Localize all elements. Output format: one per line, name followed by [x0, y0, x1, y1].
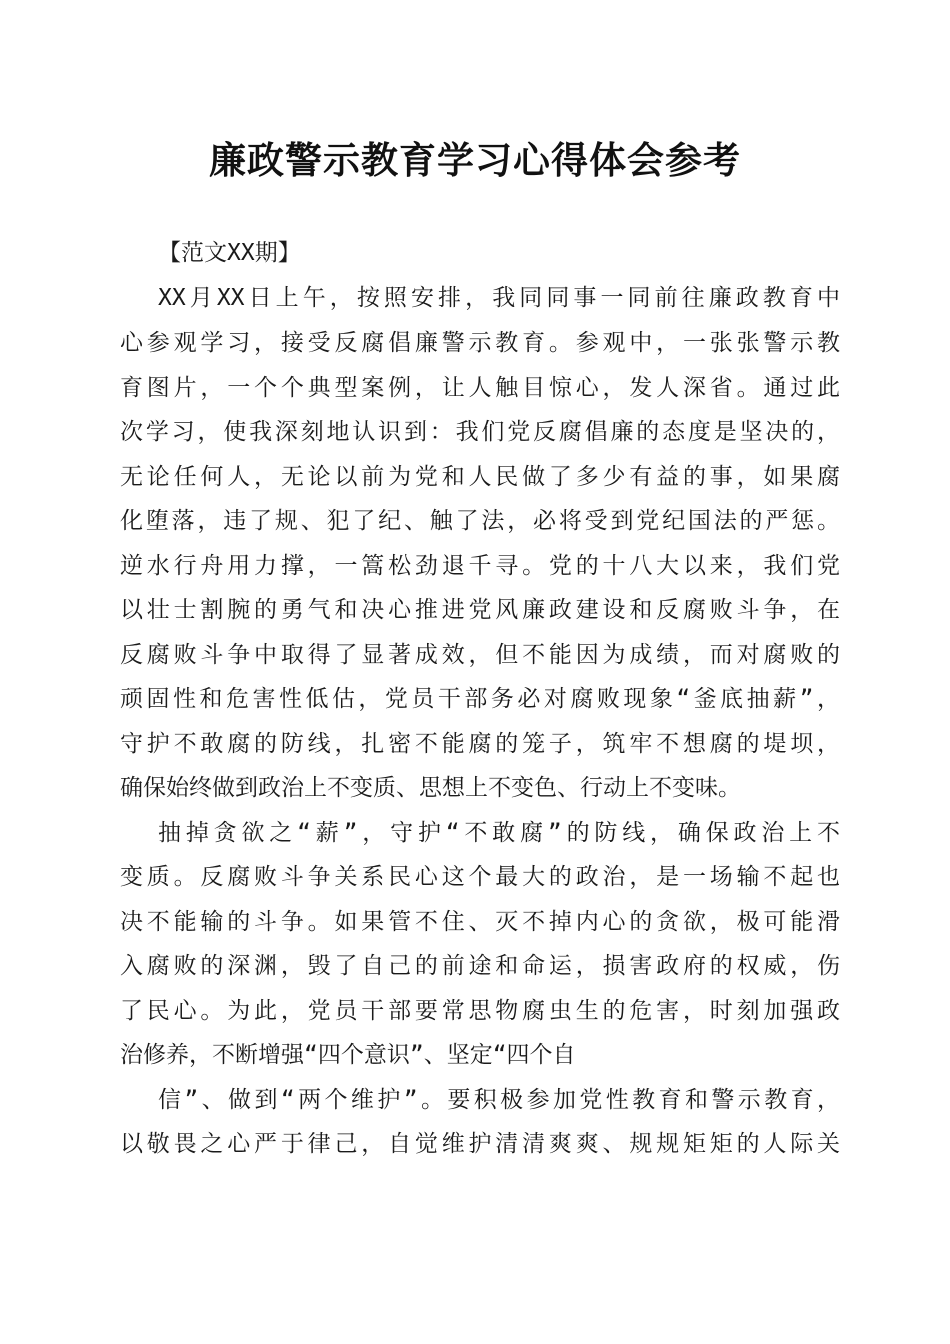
text-line: 以壮士割腕的勇气和决心推进党风廉政建设和反腐败斗争，在 — [120, 597, 840, 623]
text-line: 无论任何人，无论以前为党和人民做了多少有益的事，如果腐 — [120, 464, 840, 490]
text-line: 信”、做到“两个维护”。要积极参加党性教育和警示教育， — [158, 1087, 840, 1113]
text-line: 守护不敢腐的防线，扎密不能腐的笼子，筑牢不想腐的堤坝， — [120, 731, 840, 757]
issue-label: 【范文XX期】 — [158, 240, 301, 266]
text-line: 了民心。为此，党员干部要常思物腐虫生的危害，时刻加强政 — [120, 998, 840, 1024]
text-line: 确保始终做到政治上不变质、思想上不变色、行动上不变味。 — [120, 775, 741, 801]
text-line: 心参观学习，接受反腐倡廉警示教育。参观中，一张张警示教 — [120, 330, 840, 356]
text-line: 次学习，使我深刻地认识到：我们党反腐倡廉的态度是坚决的， — [120, 419, 840, 445]
text-line: 以敬畏之心严于律己，自觉维护清清爽爽、规规矩矩的人际关 — [120, 1131, 840, 1157]
text-line: 育图片，一个个典型案例，让人触目惊心，发人深省。通过此 — [120, 375, 840, 401]
text-line: 决不能输的斗争。如果管不住、灭不掉内心的贪欲，极可能滑 — [120, 909, 840, 935]
text-line: 入腐败的深渊，毁了自己的前途和命运，损害政府的权威，伤 — [120, 953, 840, 979]
text-line: 反腐败斗争中取得了显著成效，但不能因为成绩，而对腐败的 — [120, 642, 840, 668]
text-line: XX月XX日上午，按照安排，我同同事一同前往廉政教育中 — [158, 285, 840, 311]
text-line: 治修养，不断增强“四个意识”、坚定“四个自 — [120, 1042, 576, 1068]
text-line: 化堕落，违了规、犯了纪、触了法，必将受到党纪国法的严惩。 — [120, 508, 840, 534]
page-title: 廉政警示教育学习心得体会参考 — [209, 138, 741, 182]
text-line: 顽固性和危害性低估，党员干部务必对腐败现象“釜底抽薪”， — [120, 686, 840, 712]
text-line: 逆水行舟用力撑，一篙松劲退千寻。党的十八大以来，我们党 — [120, 553, 840, 579]
text-line: 抽掉贪欲之“薪”，守护“不敢腐”的防线，确保政治上不 — [158, 820, 840, 846]
text-line: 变质。反腐败斗争关系民心这个最大的政治，是一场输不起也 — [120, 864, 840, 890]
